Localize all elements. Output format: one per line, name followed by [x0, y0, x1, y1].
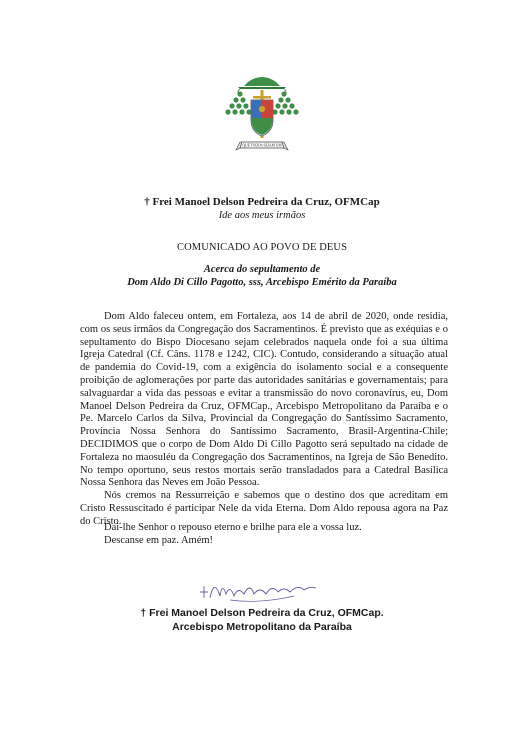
handwritten-signature [190, 572, 340, 612]
closing-line-1: Dai-lhe Senhor o repouso eterno e brilhe para ele a vossa luz. [104, 522, 362, 533]
document-title: COMUNICADO AO POVO DE DEUS [176, 242, 348, 253]
body-paragraph-2: Nós cremos na Ressurreição e sabemos que o destino dos que acreditam em Cristo Ressuscitado é participar Nele da vida Eterna. Dom Aldo repousa agora na Paz do Cristo. [80, 490, 448, 527]
closing-line-2: Descanse em paz. Amém! [104, 534, 214, 546]
coat-of-arms-emblem [218, 70, 306, 162]
subtitle-line-2: Dom Aldo Di Cillo Pagotto, sss, Arcebispo Emérito da Paraíba [127, 277, 397, 288]
author-name-header: † Frei Manoel Delson Pedreira da Cruz, OFMCap [144, 196, 380, 208]
body-paragraph-1: Dom Aldo faleceu ontem, em Fortaleza, aos 14 de abril de 2020, onde residia, com os seus irmãos da Congregação dos Sacramentinos. É previsto que as exéquias e o sepultamento do Bispo Diocesano sejam celebrados naquela onde foi a sua última Igreja Catedral (Cf. Câns. 1178 e 1242, CIC). Contudo, considerando a situação atual de pandemia do Covid-19, com a exigência do isolamento social e a consequente proibição de aglomerações por parte das autoridades sanitárias e governamentais; para salvaguardar a vida das pessoas e evitar a transmissão do novo coronavírus, eu, Dom Manoel Delson Pedreira da Cruz, OFMCap., Arcebispo Metropolitano da Paraíba e o Pe. Marcelo Carlos da Silva, Provincial da Congregação do Santíssimo Sacramento, Província Nossa Senhora do Santíssimo Sacramento, Brasil-Argentina-Chile; DECIDIMOS que o corpo de Dom Aldo Di Cillo Pagotto será sepultado na cidade de Fortaleza no maosuléu da Congregação dos Sacramentinos, na Igreja de São Benedito. No tempo oportuno, seus restos mortais serão transladados para a Catedral Basílica Nossa Senhora das Neves em João Pessoa. [80, 311, 448, 489]
signatory-role: Arcebispo Metropolitano da Paraíba [172, 621, 352, 633]
episcopal-motto: Ide aos meus irmãos [218, 210, 306, 221]
signatory-name: † Frei Manoel Delson Pedreira da Cruz, OFMCap. [140, 607, 384, 619]
motto-ribbon-text: QUE TODOS SEJAM UM [242, 143, 282, 148]
subtitle-line-1: Acerca do sepultamento de [203, 264, 321, 275]
closing-prayer [104, 522, 448, 548]
